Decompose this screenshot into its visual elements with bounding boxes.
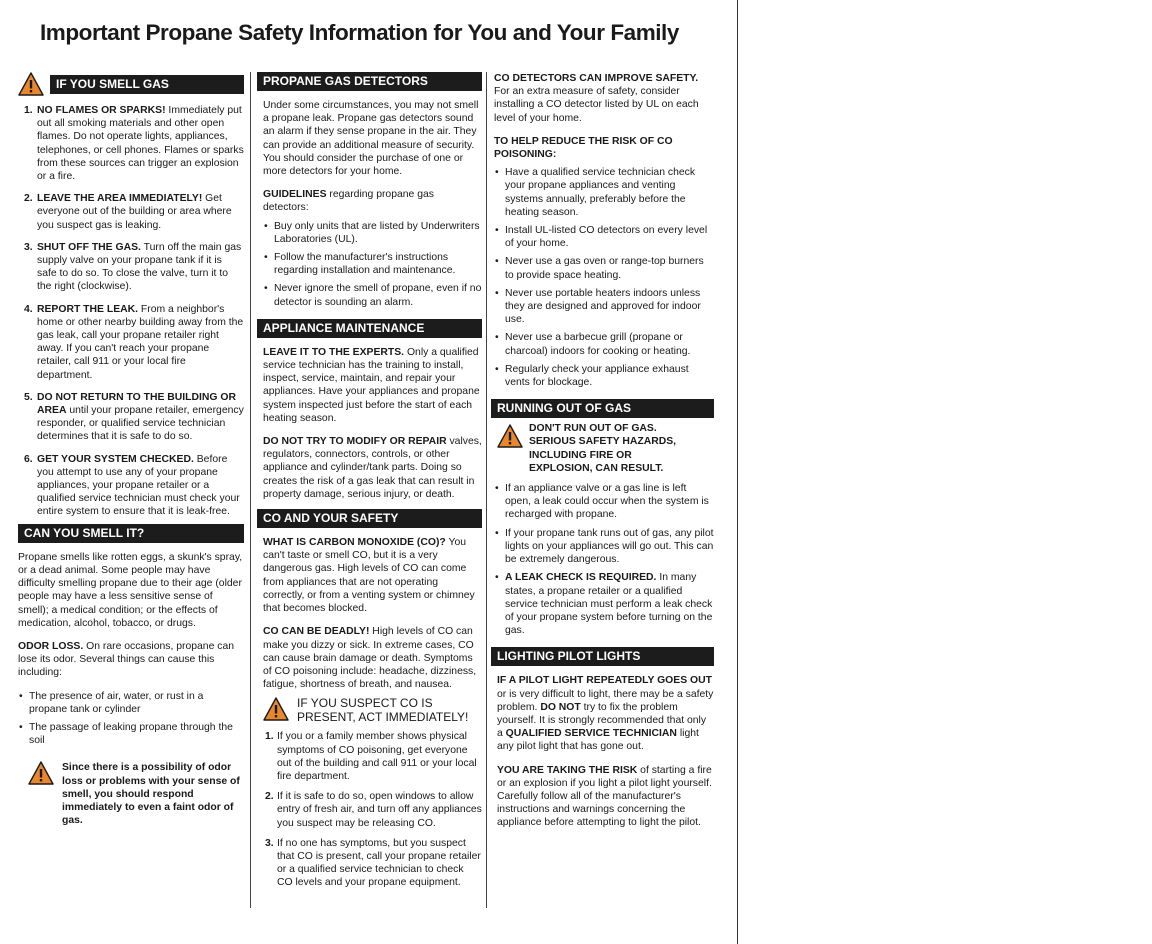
step-item: 6. GET YOUR SYSTEM CHECKED. Before you attempt to use any of your propane appliances, your propane retailer or a qualified service technician must check your entire system to ensure that it is leak-free.: [24, 453, 240, 518]
step-item: 4. REPORT THE LEAK. From a neighbor's home or other nearby building away from the gas leak, call your propane retailer right away. If you can't reach your propane retailer, call 911 or your local fire department.: [24, 303, 244, 381]
guidelines-list: [257, 220, 482, 309]
pilot-heading: LIGHTING PILOT LIGHTS: [491, 647, 714, 666]
warning-icon: [18, 72, 44, 96]
odor-loss-list: [18, 690, 244, 748]
list-item: • Regularly check your appliance exhaust vents for blockage.: [494, 363, 714, 389]
list-item: • Never use a gas oven or range-top burners to provide space heating.: [494, 255, 714, 281]
pilot-text-1: IF A PILOT LIGHT REPEATEDLY GOES OUT or is very difficult to light, there may be a safety problem. DO NOT try to fix the problem yourself. It is strongly recommended that only a QUALIFIED SERVICE TECHNICIAN light any pilot light that has gone out.: [497, 675, 714, 753]
list-item: • Never use a barbecue grill (propane or charcoal) indoors for cooking or heating.: [494, 331, 714, 357]
odor-loss-text: ODOR LOSS. On rare occasions, propane can lose its odor. Several things can cause this including:: [18, 640, 235, 679]
step-item: 1. If you or a family member shows physical symptoms of CO poisoning, get everyone out of the building and call 911 or your local fire department.: [265, 731, 477, 782]
step-item: 1. NO FLAMES OR SPARKS! Immediately put out all smoking materials and other open flames. Do not operate lights, appliances, telephones, or cell phones. Flames or sparks from these sources can trigger an explosion or a fire.: [24, 105, 244, 183]
warning-icon: [263, 697, 289, 721]
list-item: • Never ignore the smell of propane, even if no detector is sounding an alarm.: [263, 282, 482, 308]
co-heading: CO AND YOUR SAFETY: [257, 509, 482, 528]
column-left: [18, 72, 244, 837]
co-deadly-text: CO CAN BE DEADLY! High levels of CO can make you dizzy or sick. In extreme cases, CO can cause brain damage or death. Symptoms of CO poisoning include: headache, dizziness, fatigue, shortness of breath, and nausea.: [263, 626, 477, 691]
column-divider: [250, 72, 251, 908]
smell-gas-heading: IF YOU SMELL GAS: [18, 72, 244, 96]
co-what-text: WHAT IS CARBON MONOXIDE (CO)? You can't taste or smell CO, but it is a very dangerous gas. High levels of CO can come from appliances that are not operating correctly, or from a venting system or chimney that becomes blocked.: [263, 537, 475, 615]
column-divider: [486, 72, 487, 908]
maintenance-heading: APPLIANCE MAINTENANCE: [257, 319, 482, 338]
reduce-list: [491, 166, 714, 389]
smell-gas-steps: [18, 104, 244, 519]
column-middle: [257, 72, 482, 897]
detectors-text: Under some circumstances, you may not smell a propane leak. Propane gas detectors sound an alarm if they sense propane in the air. They can provide an additional measure of security. You should consider the purchase of one or more detectors for your home.: [263, 100, 479, 178]
list-item: • A LEAK CHECK IS REQUIRED. In many states, a propane retailer or a qualified service technician must perform a leak check of your propane system before turning on the gas.: [494, 571, 714, 637]
list-item: • The passage of leaking propane through the soil: [18, 721, 244, 747]
step-item: 2. LEAVE THE AREA IMMEDIATELY! Get everyone out of the building or area where you suspect gas is leaking.: [24, 193, 232, 231]
page-edge-line: [737, 0, 738, 944]
co-detectors-text: CO DETECTORS CAN IMPROVE SAFETY. For an extra measure of safety, consider installing a CO detector listed by UL on each level of your home.: [494, 73, 699, 124]
list-item: • If your propane tank runs out of gas, any pilot lights on your appliances will go out. This can be extremely dangerous.: [494, 527, 714, 567]
running-out-callout: DON'T RUN OUT OF GAS. SERIOUS SAFETY HAZARDS, INCLUDING FIRE OR EXPLOSION, CAN RESULT.: [491, 422, 714, 475]
list-item: • The presence of air, water, or rust in a propane tank or cylinder: [18, 690, 244, 716]
guidelines-text: GUIDELINES regarding propane gas detectors:: [263, 189, 434, 214]
step-item: 3. If no one has symptoms, but you suspect that CO is present, call your propane retailer or a qualified service technician to check CO levels and your propane equipment.: [265, 837, 481, 889]
step-item: 3. SHUT OFF THE GAS. Turn off the main gas supply valve on your propane tank if it is safe to do so. To close the valve, turn it to the right (clockwise).: [24, 241, 242, 293]
list-item: • Have a qualified service technician check your propane appliances and venting systems annually, preferably before the heating season.: [494, 166, 714, 219]
smell-it-text: Propane smells like rotten eggs, a skunk's spray, or a dead animal. Some people may have difficulty smelling propane due to their age (older people may have a less sensitive sense of smell); a medical condition; or the effects of medication, alcohol, tobacco, or drugs.: [18, 551, 243, 629]
running-out-list: [491, 482, 714, 637]
co-callout: IF YOU SUSPECT CO IS PRESENT, ACT IMMEDIATELY!: [257, 697, 482, 724]
modify-text: DO NOT TRY TO MODIFY OR REPAIR valves, regulators, connectors, controls, or other appliance and cylinder/tank parts. Doing so creates the risk of a gas leak that can result in property damage, serious injury, or death.: [263, 436, 482, 500]
page-title: Important Propane Safety Information for You and Your Family: [40, 20, 679, 45]
experts-text: LEAVE IT TO THE EXPERTS. Only a qualified service technician has the training to install, inspect, service, maintain, and repair your appliances. Have your appliances and propane system inspected just before the start of each heating season.: [263, 346, 480, 424]
odor-callout: Since there is a possibility of odor loss or problems with your sense of smell, you should respond immediately to even a faint odor of gas.: [18, 761, 244, 827]
step-item: 5. DO NOT RETURN TO THE BUILDING OR AREA until your propane retailer, emergency responder, or qualified service technician determines that it is safe to do so.: [24, 391, 244, 443]
pilot-text-2: YOU ARE TAKING THE RISK of starting a fire or an explosion if you light a pilot light yourself. Carefully follow all of the manufacturer's instructions and warnings concerning the appliance before attempting to light the pilot.: [497, 764, 712, 829]
step-item: 2. If it is safe to do so, open windows to allow entry of fresh air, and turn off any appliances you suspect may be releasing CO.: [265, 791, 482, 829]
detectors-heading: PROPANE GAS DETECTORS: [257, 72, 482, 91]
co-steps: [257, 730, 482, 889]
reduce-heading: TO HELP REDUCE THE RISK OF CO POISONING:: [494, 135, 673, 161]
running-out-heading: RUNNING OUT OF GAS: [491, 399, 714, 418]
warning-icon: [28, 761, 54, 785]
column-right: [491, 72, 714, 840]
warning-icon: [497, 424, 523, 448]
list-item: • Install UL-listed CO detectors on every level of your home.: [494, 224, 714, 250]
smell-it-heading: CAN YOU SMELL IT?: [18, 524, 244, 543]
list-item: • If an appliance valve or a gas line is left open, a leak could occur when the system is recharged with propane.: [494, 482, 714, 522]
list-item: • Buy only units that are listed by Underwriters Laboratories (UL).: [263, 220, 482, 246]
list-item: • Follow the manufacturer's instructions regarding installation and maintenance.: [263, 251, 482, 277]
list-item: • Never use portable heaters indoors unless they are designed and approved for indoor use.: [494, 287, 714, 327]
